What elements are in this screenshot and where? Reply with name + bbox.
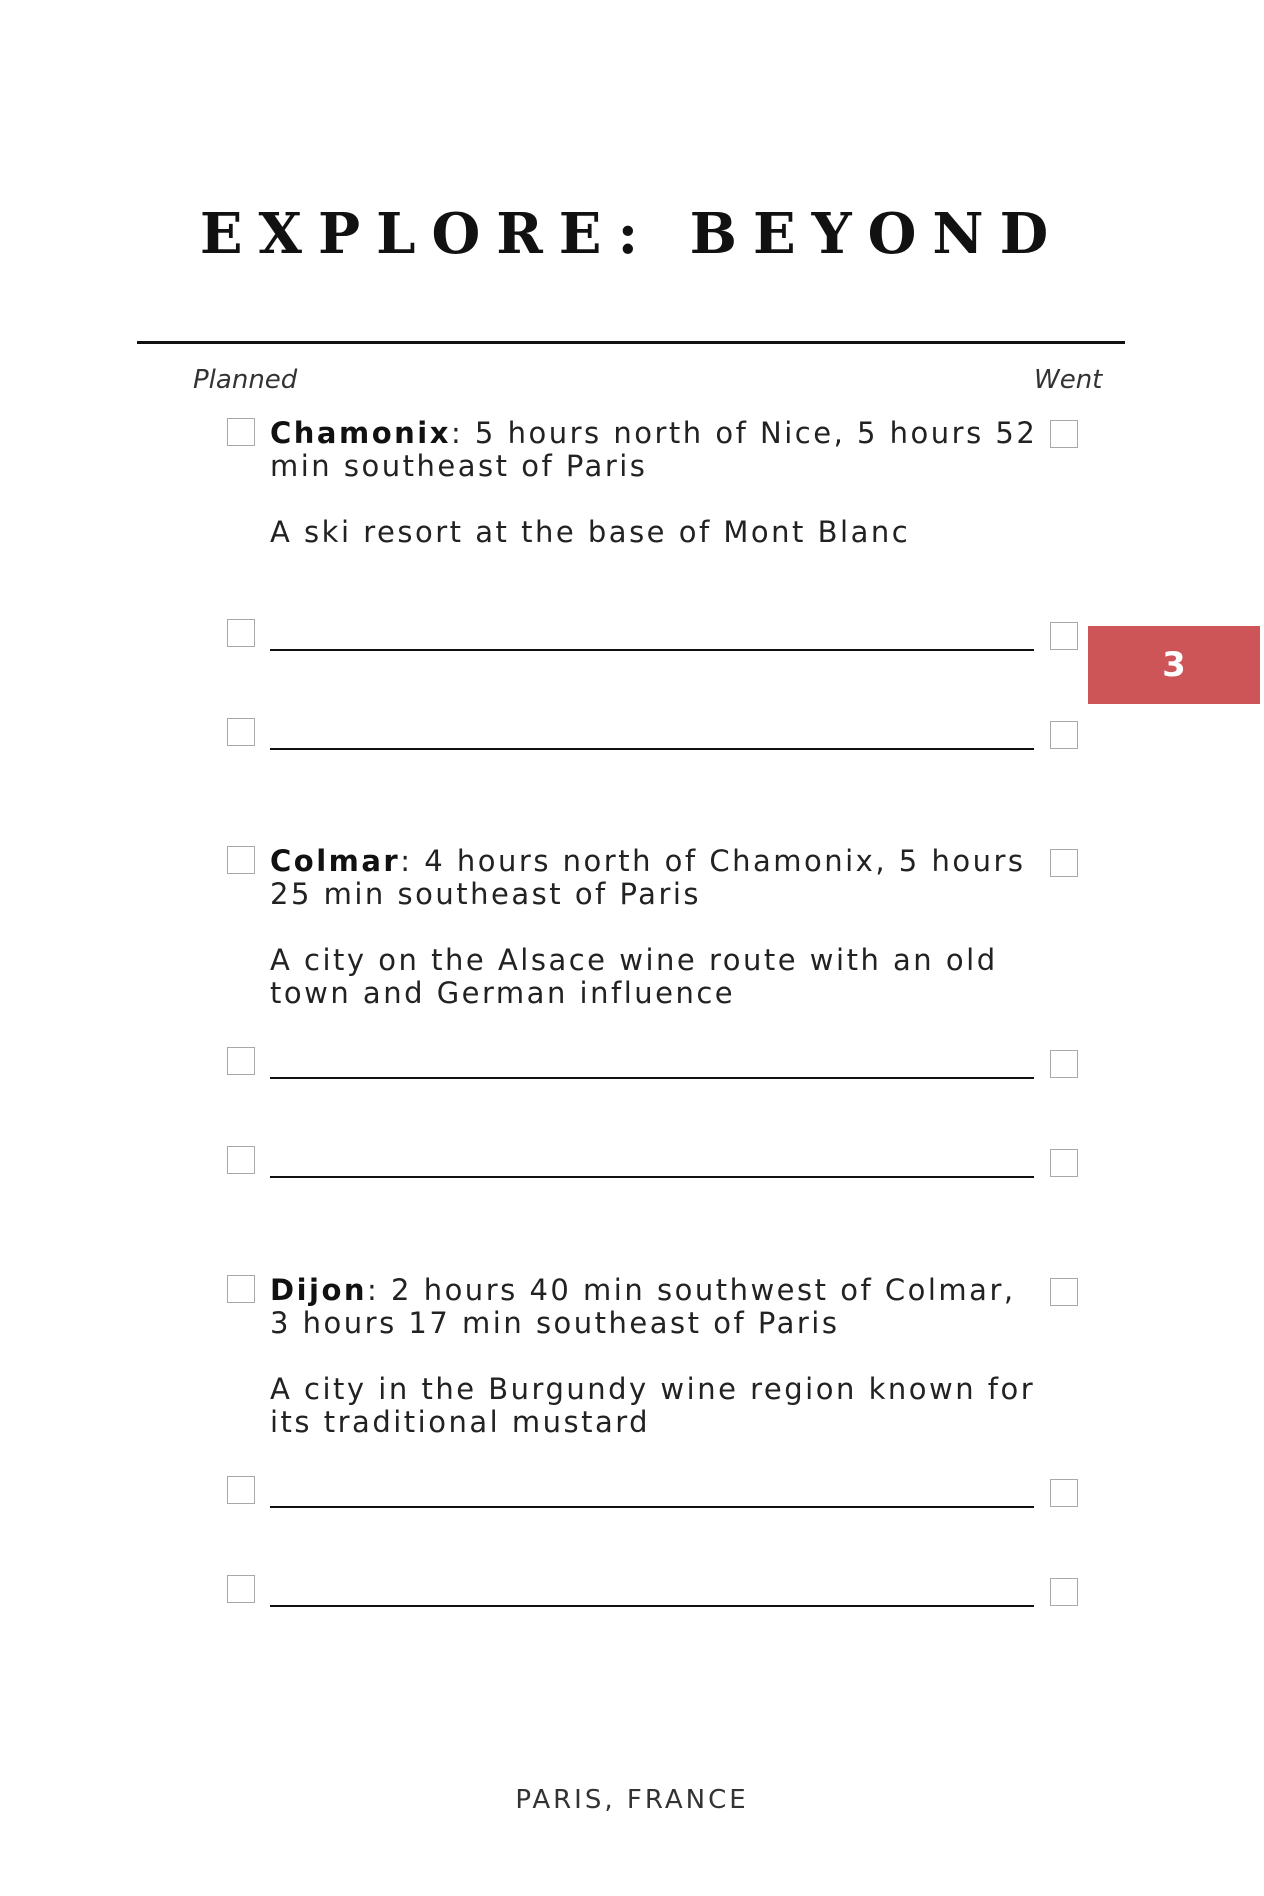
went-checkbox-blank[interactable]	[1050, 1050, 1078, 1078]
went-checkbox-blank[interactable]	[1050, 622, 1078, 650]
entry-description: A ski resort at the base of Mont Blanc	[270, 515, 911, 549]
footer-location: PARIS, FRANCE	[515, 1785, 749, 1815]
entry-dijon	[270, 1274, 1040, 1439]
planned-checkbox-blank[interactable]	[227, 1476, 255, 1504]
entry-colmar	[270, 845, 1040, 1010]
page-title: EXPLORE: BEYOND	[199, 201, 1065, 267]
entry-name: Dijon	[270, 1273, 368, 1307]
entry-distance: : 5 hours north of Nice, 5 hours 52 min southeast of Paris	[270, 416, 1038, 483]
planned-checkbox-dijon[interactable]	[227, 1275, 255, 1303]
planned-checkbox-chamonix[interactable]	[227, 418, 255, 446]
went-checkbox-blank[interactable]	[1050, 1479, 1078, 1507]
write-in-line[interactable]	[270, 1077, 1034, 1079]
went-checkbox-dijon[interactable]	[1050, 1278, 1078, 1306]
entry-distance: : 2 hours 40 min southwest of Colmar, 3 hours 17 min southeast of Paris	[270, 1273, 1016, 1340]
went-checkbox-colmar[interactable]	[1050, 849, 1078, 877]
planned-column-label: Planned	[193, 365, 298, 395]
write-in-line[interactable]	[270, 1605, 1034, 1607]
went-column-label: Went	[1034, 365, 1103, 395]
planned-checkbox-colmar[interactable]	[227, 846, 255, 874]
entry-description: A city in the Burgundy wine region known for its traditional mustard	[270, 1372, 1036, 1439]
went-checkbox-blank[interactable]	[1050, 721, 1078, 749]
write-in-line[interactable]	[270, 748, 1034, 750]
planned-checkbox-blank[interactable]	[227, 1575, 255, 1603]
page-number-tab[interactable]: 3	[1088, 626, 1260, 704]
entry-name: Chamonix	[270, 416, 451, 450]
planned-checkbox-blank[interactable]	[227, 619, 255, 647]
entry-name: Colmar	[270, 844, 401, 878]
went-checkbox-blank[interactable]	[1050, 1578, 1078, 1606]
went-checkbox-chamonix[interactable]	[1050, 420, 1078, 448]
entry-distance: : 4 hours north of Chamonix, 5 hours 25 min southeast of Paris	[270, 844, 1026, 911]
write-in-line[interactable]	[270, 1506, 1034, 1508]
planned-checkbox-blank[interactable]	[227, 1146, 255, 1174]
title-divider	[137, 341, 1125, 344]
entry-description: A city on the Alsace wine route with an old town and German influence	[270, 943, 998, 1010]
write-in-line[interactable]	[270, 1176, 1034, 1178]
write-in-line[interactable]	[270, 649, 1034, 651]
planned-checkbox-blank[interactable]	[227, 1047, 255, 1075]
entry-chamonix	[270, 417, 1040, 549]
went-checkbox-blank[interactable]	[1050, 1149, 1078, 1177]
planned-checkbox-blank[interactable]	[227, 718, 255, 746]
